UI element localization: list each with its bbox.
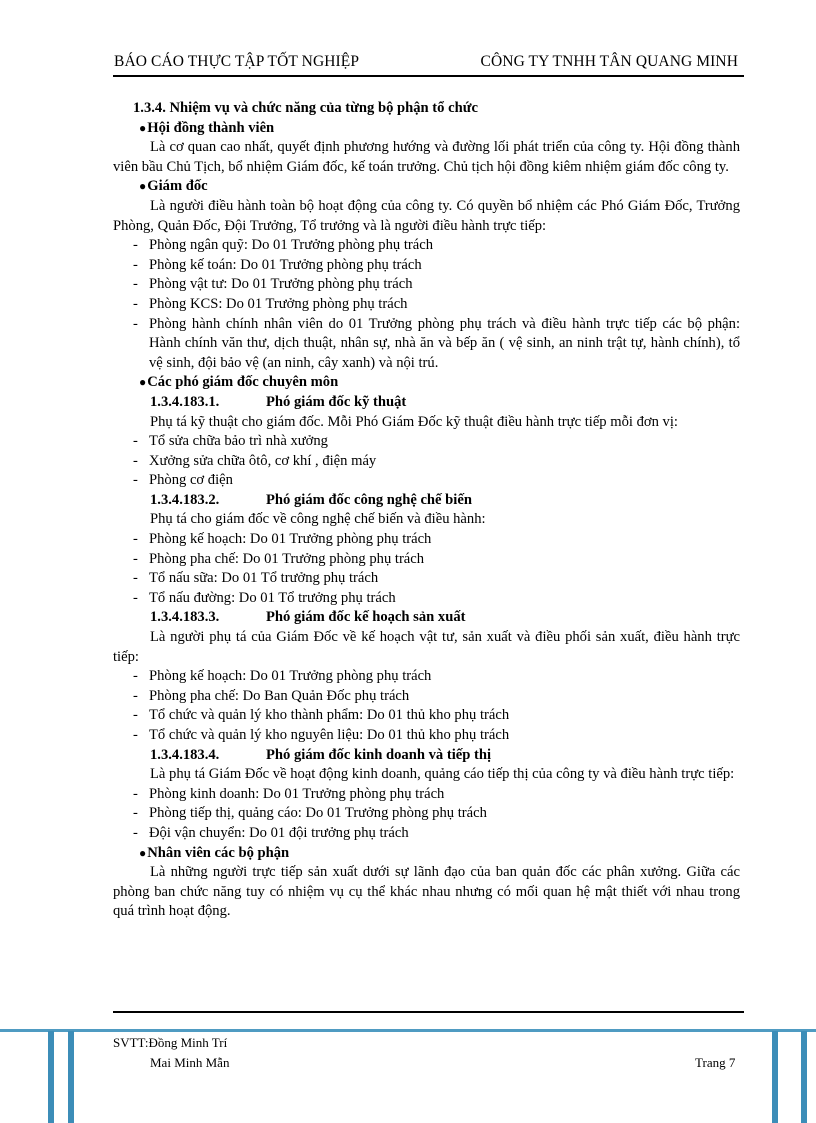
list-item: - Phòng kinh doanh: Do 01 Trưởng phòng phụ trách (133, 785, 445, 802)
page-body (113, 99, 740, 922)
section-title: 1.3.4. Nhiệm vụ và chức năng của từng bộ phận tổ chức (133, 100, 478, 116)
list-item: - Tổ sửa chữa bảo trì nhà xưởng (133, 433, 328, 450)
intro-ke-hoach: Là người phụ tá của Giám Đốc về kế hoạch vật tư, sản xuất và điều phối sản xuất, điều hành trực tiếp: (113, 629, 740, 665)
header-rule (113, 75, 744, 77)
subheading-ky-thuat: 1.3.4.183.1. Phó giám đốc kỹ thuật (150, 393, 407, 410)
list-item: - Đội vận chuyển: Do 01 đội trưởng phụ trách (133, 824, 409, 841)
heading-nhan-vien: ●Nhân viên các bộ phận (139, 844, 290, 861)
subheading-kinh-doanh: 1.3.4.183.4. Phó giám đốc kinh doanh và tiếp thị (150, 746, 492, 763)
list-item: - Tổ nấu đường: Do 01 Tổ trưởng phụ trách (133, 589, 396, 606)
heading-hoi-dong: ●Hội đồng thành viên (139, 119, 275, 136)
list-item-long: - Phòng hành chính nhân viên do 01 Trưởng phòng phụ trách và điều hành trực tiếp các bộ phận: Hành chính văn thư, dịch thuật, nhân sự, nhà ăn và bếp ăn ( vệ sinh, an ninh trật tự, hành chính), tổ vệ sinh, đội bảo vệ (an ninh, cây xanh) và nội trú. (133, 315, 740, 371)
heading-giam-doc: ●Giám đốc (139, 178, 208, 195)
list-item: - Tổ chức và quản lý kho thành phẩm: Do 01 thủ kho phụ trách (133, 707, 510, 724)
header-report-title: BÁO CÁO THỰC TẬP TỐT NGHIỆP (114, 53, 360, 70)
intro-ky-thuat: Phụ tá kỹ thuật cho giám đốc. Mỗi Phó Giám Đốc kỹ thuật điều hành trực tiếp mỗi đơn vị: (150, 413, 678, 430)
bullet-icon: ● (139, 179, 147, 194)
list-item: - Phòng vật tư: Do 01 Trưởng phòng phụ trách (133, 276, 413, 293)
footer-student-1: SVTT:Đồng Minh Trí (113, 1035, 228, 1050)
footer-student-2: Mai Minh Mẫn (150, 1055, 230, 1070)
list-item: - Phòng tiếp thị, quảng cáo: Do 01 Trưởng phòng phụ trách (133, 805, 487, 822)
list-item: - Phòng pha chế: Do 01 Trưởng phòng phụ trách (133, 550, 425, 567)
list-item: - Phòng pha chế: Do Ban Quản Đốc phụ trách (133, 687, 410, 704)
footer-bar (0, 1029, 816, 1032)
list-item: - Phòng cơ điện (133, 472, 233, 489)
list-item: - Phòng ngân quỹ: Do 01 Trưởng phòng phụ trách (133, 237, 433, 254)
subheading-ke-hoach: 1.3.4.183.3. Phó giám đốc kế hoạch sản xuất (150, 609, 466, 626)
bullet-icon: ● (139, 120, 147, 135)
intro-kinh-doanh: Là phụ tá Giám Đốc về hoạt động kinh doanh, quảng cáo tiếp thị của công ty và điều hành trực tiếp: (150, 766, 735, 783)
list-item: - Tổ nấu sữa: Do 01 Tổ trưởng phụ trách (133, 570, 379, 587)
footer-bar-right-outer (801, 1031, 807, 1123)
heading-pho-giam-doc: ●Các phó giám đốc chuyên môn (139, 374, 339, 391)
bullet-icon: ● (139, 845, 147, 860)
footer-bar-left-inner (68, 1031, 74, 1123)
header-company-name: CÔNG TY TNHH TÂN QUANG MINH (480, 53, 738, 70)
list-item: - Xưởng sửa chữa ôtô, cơ khí , điện máy (133, 452, 377, 469)
paragraph-nhan-vien: Là những người trực tiếp sản xuất dưới sự lãnh đạo của ban quản đốc các phân xưởng. Giữa các phòng ban chức năng tuy có nhiệm vụ cụ thể khác nhau nhưng có mối quan hệ mật thiết với nhau trong quá trình hoạt động. (113, 864, 740, 920)
bullet-icon: ● (139, 375, 147, 390)
intro-cong-nghe: Phụ tá cho giám đốc về công nghệ chế biến và điều hành: (150, 511, 486, 528)
footer-rule (113, 1011, 744, 1013)
subheading-cong-nghe: 1.3.4.183.2. Phó giám đốc công nghệ chế biến (150, 491, 472, 508)
list-item: - Phòng KCS: Do 01 Trưởng phòng phụ trách (133, 295, 408, 312)
paragraph-hoi-dong: Là cơ quan cao nhất, quyết định phương hướng và đường lối phát triển của công ty. Hội đồng thành viên bầu Chủ Tịch, bổ nhiệm Giám đốc, kế toán trưởng. Chủ tịch hội đồng kiêm nhiệm giám đốc công ty. (113, 139, 740, 175)
list-item: - Phòng kế hoạch: Do 01 Trưởng phòng phụ trách (133, 668, 432, 685)
footer-bar-left-outer (48, 1031, 54, 1123)
paragraph-giam-doc: Là người điều hành toàn bộ hoạt động của công ty. Có quyền bổ nhiệm các Phó Giám Đốc, Trưởng Phòng, Quản Đốc, Đội Trưởng, Tổ trưởng và là người điều hành trực tiếp: (113, 197, 740, 234)
footer-bar-right-inner (772, 1031, 778, 1123)
list-item: - Phòng kế toán: Do 01 Trưởng phòng phụ trách (133, 256, 422, 273)
page-number: Trang 7 (695, 1055, 736, 1070)
list-item: - Tổ chức và quản lý kho nguyên liệu: Do 01 thủ kho phụ trách (133, 727, 510, 743)
list-item: - Phòng kế hoạch: Do 01 Trưởng phòng phụ trách (133, 531, 432, 548)
